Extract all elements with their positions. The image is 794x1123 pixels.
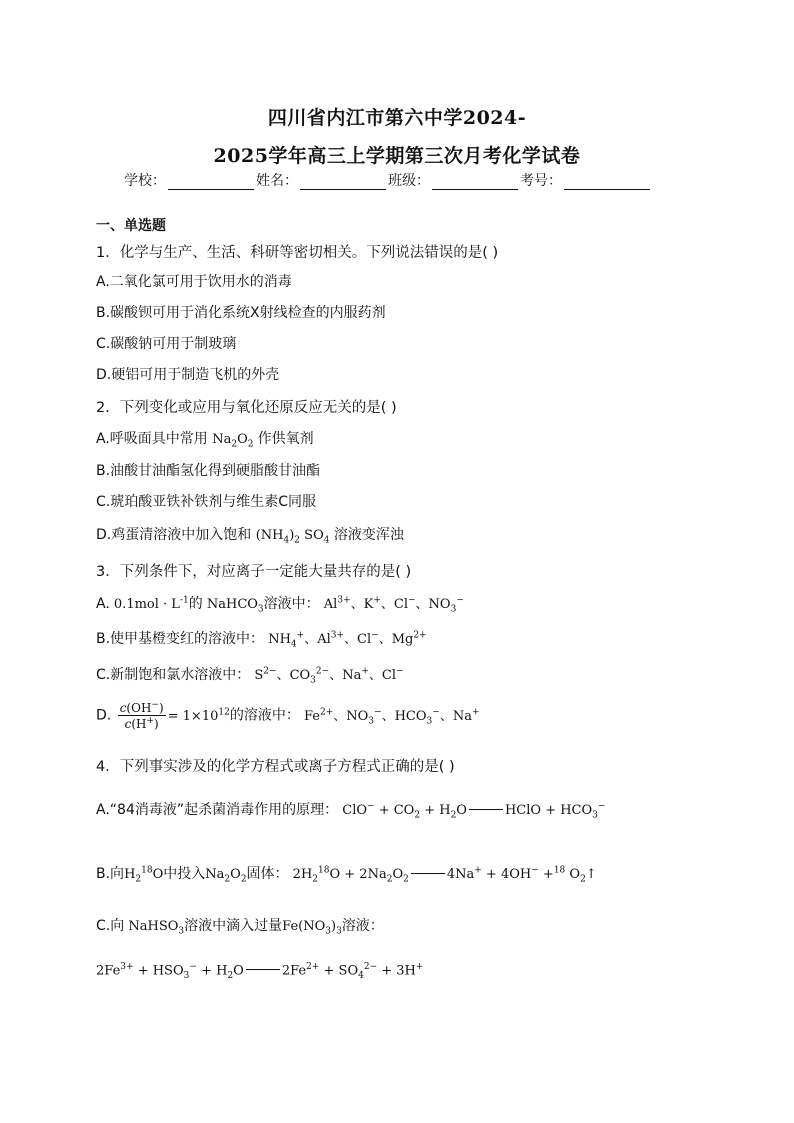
question-3-option-d: D. $\frac{c(OH^-)}{c(H^+)}$ = $1\times 10^{12}$的溶液中： $Fe^{2+}$、$NO_3^-$、$HCO_3^-$、Na+ bbox=[96, 700, 480, 731]
school-field[interactable] bbox=[168, 175, 254, 190]
question-4-option-c-equation: $2Fe^{3+} + HSO_3^- + H_2O$ $2Fe^{2+} + SO_4^{2-} + 3H^+$ bbox=[96, 962, 424, 981]
student-info-row bbox=[124, 170, 652, 190]
fraction-oh-h: $\frac{c(OH^-)}{c(H^+)}$ bbox=[119, 700, 164, 731]
section-heading: 一、单选题 bbox=[96, 218, 166, 234]
question-2-stem: 2．下列变化或应用与氧化还原反应无关的是( ) bbox=[96, 400, 397, 416]
question-1-option-a: A.二氧化氯可用于饮用水的消毒 bbox=[96, 274, 292, 290]
question-2-option-a: A.呼吸面具中常用 $Na_2O_2$ 作供氧剂 bbox=[96, 431, 314, 450]
page-title-line1: 四川省内江市第六中学2024- bbox=[267, 107, 527, 129]
question-1-option-d: D.硬铝可用于制造飞机的外壳 bbox=[96, 367, 280, 383]
question-1-option-b: B.碳酸钡可用于消化系统X射线检查的内服药剂 bbox=[96, 305, 386, 321]
question-2-option-c: C.琥珀酸亚铁补铁剂与维生素C同服 bbox=[96, 494, 317, 510]
question-3-option-b: B.使甲基橙变红的溶液中： $NH_4^+$、$Al^{3+}$、Cl−、$Mg^{2+}$ bbox=[96, 630, 427, 650]
question-4-option-c: C.向 NaHSO$_3$溶液中滴入过量$Fe(NO_3)_3$溶液： bbox=[96, 918, 384, 937]
question-3-option-c: C.新制饱和氯水溶液中： $S^{2-}$、$CO_3^{2-}$、Na+、Cl− bbox=[96, 666, 404, 686]
question-4-stem: 4．下列事实涉及的化学方程式或离子方程式正确的是( ) bbox=[96, 759, 455, 775]
question-3-option-a: A. $0.1mol \cdot L^{-1}$的 NaHCO$_3$溶液中： $Al^{3+}$、K+、Cl−、$NO_3^-$ bbox=[96, 595, 464, 615]
question-4-option-a: A.“84消毒液”起杀菌消毒作用的原理： $ClO^- + CO_2 + H_2O$ HClO + $HCO_3^-$ bbox=[96, 801, 606, 821]
question-2-option-b: B.油酸甘油酯氢化得到硬脂酸甘油酯 bbox=[96, 463, 321, 479]
name-field[interactable] bbox=[300, 175, 386, 190]
exam-no-label: 考号： bbox=[520, 173, 562, 189]
exam-no-field[interactable] bbox=[564, 175, 650, 190]
question-1-option-c: C.碳酸钠可用于制玻璃 bbox=[96, 336, 237, 352]
question-4-option-b: B.向$H_2^{18}O$中投入$Na_2O_2$固体： $2H_2^{18}O + 2Na_2O_2$ 4Na+ + 4OH− +$^{18}$ $O_2↑$ bbox=[96, 865, 597, 885]
question-2-option-d: D.鸡蛋清溶液中加入饱和 $(NH_4)_2$ $SO_4$ 溶液变浑浊 bbox=[96, 527, 404, 546]
class-field[interactable] bbox=[432, 175, 518, 190]
class-label: 班级： bbox=[388, 173, 430, 189]
question-1-stem: 1．化学与生产、生活、科研等密切相关。下列说法错误的是( ) bbox=[96, 245, 499, 261]
formula-nh4-2so4: $(NH_4)_2$ $SO_4$ bbox=[255, 528, 330, 546]
formula-na2o2: $Na_2O_2$ bbox=[212, 432, 254, 450]
school-label: 学校： bbox=[124, 173, 166, 189]
page-title-line2: 2025学年高三上学期第三次月考化学试卷 bbox=[213, 145, 581, 167]
name-label: 姓名： bbox=[256, 173, 298, 189]
question-3-stem: 3．下列条件下，对应离子一定能大量共存的是( ) bbox=[96, 564, 412, 580]
